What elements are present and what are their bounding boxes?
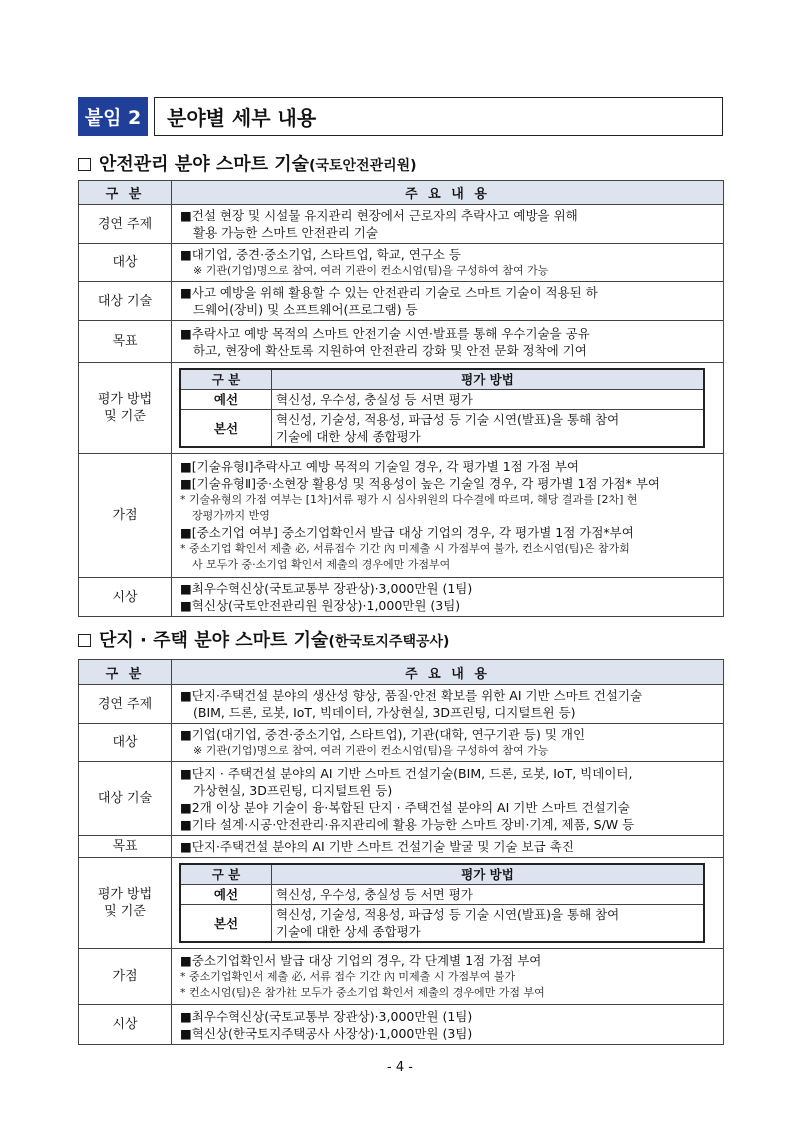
content-line: ■단지·주택건설 분야의 AI 기반 스마트 건설기술 발굴 및 기술 보급 촉진 <box>180 839 574 854</box>
label-line: 평가 방법 <box>97 392 153 407</box>
header-content-cell: 주 요 내 용 <box>172 660 724 685</box>
content-line: 활용 가능한 스마트 안전관리 기술 <box>193 225 378 240</box>
section-title-safety <box>78 150 417 176</box>
row-content <box>172 578 724 617</box>
header-label-cell: 구 분 <box>79 660 172 685</box>
row-content <box>172 244 724 282</box>
row-label: 목표 <box>79 836 172 858</box>
content-line: 혁신성, 기술성, 적용성, 파급성 등 기술 시연(발표)을 통해 참여 <box>276 907 620 922</box>
row-content <box>172 1005 724 1045</box>
row-label: 시상 <box>79 578 172 617</box>
page-header <box>78 97 723 136</box>
row-label: 시상 <box>79 1005 172 1045</box>
row-label: 가점 <box>79 949 172 1005</box>
content-note: ※ 기관(기업)명으로 참여, 여러 기관이 컨소시엄(팀)을 구성하여 참여 가능 <box>193 744 549 757</box>
content-line: ■기타 설계·시공·안전관리·유지관리에 활용 가능한 스마트 장비·기계, 제품, S/W 등 <box>180 816 635 832</box>
checkbox-square-icon <box>78 158 91 171</box>
header-label-cell: 구 분 <box>79 181 172 205</box>
row-content <box>172 685 724 724</box>
content-line: ■[기술유형Ⅱ]중·소현장 활용성 및 적용성이 높은 기술일 경우, 각 평가별 1점 가점* 부여 <box>180 476 660 491</box>
inner-value-cell <box>272 410 705 448</box>
row-content <box>172 454 724 578</box>
row-label: 대상 기술 <box>79 762 172 836</box>
row-content <box>172 762 724 836</box>
content-line: ■혁신상(한국토지주택공사 사장상)·1,000만원 (3팀) <box>180 1025 473 1041</box>
housing-table <box>78 659 724 1045</box>
row-content <box>172 858 724 949</box>
inner-header-row <box>180 369 704 390</box>
table-header-row <box>79 660 724 685</box>
row-content <box>172 363 724 454</box>
content-line: ■단지 · 주택건설 분야의 AI 기반 스마트 건설기술(BIM, 드론, 로봇, IoT, 빅데이터, <box>180 765 633 781</box>
content-note: * 중소기업확인서 제출 必, 서류 접수 기간 內 미제출 시 가점부여 불가 <box>180 970 516 983</box>
safety-table <box>78 180 724 617</box>
section-title-housing <box>78 626 449 652</box>
row-content <box>172 321 724 363</box>
table-row <box>79 858 724 949</box>
table-row <box>79 762 724 836</box>
row-label: 대상 <box>79 244 172 282</box>
inner-value-cell: 혁신성, 우수성, 충실성 등 서면 평가 <box>272 390 705 410</box>
attachment-badge: 붙임 2 <box>78 97 148 136</box>
content-line: ■2개 이상 분야 기술이 융·복합된 단지 · 주택건설 분야의 AI 기반 스마트 건설기술 <box>180 799 630 815</box>
page-number: - 4 - <box>387 1060 413 1075</box>
inner-header-cell: 평가 방법 <box>272 369 705 390</box>
content-line: 가상현실, 3D프린팅, 디지털트윈 등) <box>193 782 393 798</box>
row-content <box>172 949 724 1005</box>
section-org: (국토안전관리원) <box>309 158 417 174</box>
row-label: 대상 기술 <box>79 282 172 321</box>
label-line: 및 기준 <box>104 409 146 424</box>
content-line: ■최우수혁신상(국토교통부 장관상)·3,000만원 (1팀) <box>180 1008 473 1024</box>
content-line: 기술에 대한 상세 종합평가 <box>276 429 421 444</box>
section-org: (한국토지주택공사) <box>328 634 450 650</box>
row-content <box>172 205 724 244</box>
inner-label-cell: 본선 <box>180 905 272 943</box>
content-note: * 컨소시엄(팀)은 참가社 모두가 중소기업 확인서 제출의 경우에만 가점 부여 <box>180 986 545 999</box>
label-line: 평가 방법 <box>97 887 153 902</box>
content-line: 기술에 대한 상세 종합평가 <box>276 924 421 939</box>
content-line: 드웨어(장비) 및 소프트웨어(프로그램) 등 <box>193 302 418 317</box>
table-row <box>79 205 724 244</box>
content-line: ■혁신상(국토안전관리원 원장상)·1,000만원 (3팀) <box>180 598 461 613</box>
inner-row <box>180 410 704 448</box>
inner-value-cell <box>272 905 705 943</box>
row-content <box>172 282 724 321</box>
page-title: 분야별 세부 내용 <box>154 97 723 136</box>
content-line: ■기업(대기업, 중견·중소기업, 스타트업), 기관(대학, 연구기관 등) 및 개인 <box>180 727 586 742</box>
row-content <box>172 724 724 762</box>
content-note: ※ 기관(기업)명으로 참여, 여러 기관이 컨소시엄(팀)을 구성하여 참여 가능 <box>193 264 549 277</box>
table-row <box>79 244 724 282</box>
table-row <box>79 282 724 321</box>
content-line: ■대기업, 중견·중소기업, 스타트업, 학교, 연구소 등 <box>180 247 461 262</box>
inner-label-cell: 예선 <box>180 885 272 905</box>
content-note: * 기술유형의 가점 여부는 [1차]서류 평가 시 심사위원의 다수결에 따르며, 해당 결과를 [2차] 현 <box>180 493 638 506</box>
inner-header-cell: 구 분 <box>180 864 272 885</box>
evaluation-table <box>179 863 705 943</box>
content-line: ■중소기업확인서 발급 대상 기업의 경우, 각 단계별 1점 가점 부여 <box>180 953 542 968</box>
inner-value-cell: 혁신성, 우수성, 충실성 등 서면 평가 <box>272 885 705 905</box>
inner-row <box>180 905 704 943</box>
content-line: ■건설 현장 및 시설물 유지관리 현장에서 근로자의 추락사고 예방을 위해 <box>180 208 578 223</box>
inner-header-cell: 평가 방법 <box>272 864 705 885</box>
content-line: ■단지·주택건설 분야의 생산성 향상, 품질·안전 확보를 위한 AI 기반 스마트 건설기술 <box>180 688 643 703</box>
content-line: 하고, 현장에 확산토록 지원하여 안전관리 강화 및 안전 문화 정착에 기여 <box>193 342 587 358</box>
inner-row <box>180 390 704 410</box>
section-title-text: 안전관리 분야 스마트 기술 <box>99 154 310 175</box>
table-row <box>79 836 724 858</box>
content-line: ■[중소기업 여부] 중소기업확인서 발급 대상 기업의 경우, 각 평가별 1점 가점*부여 <box>180 525 634 540</box>
table-row <box>79 949 724 1005</box>
content-line: 혁신성, 기술성, 적용성, 파급성 등 기술 시연(발표)을 통해 참여 <box>276 412 620 427</box>
content-line: ■[기술유형Ⅰ]추락사고 예방 목적의 기술일 경우, 각 평가별 1점 가점 부여 <box>180 459 579 474</box>
inner-header-row <box>180 864 704 885</box>
row-label: 경연 주제 <box>79 685 172 724</box>
table-row <box>79 578 724 617</box>
content-note: * 중소기업 확인서 제출 必, 서류접수 기간 內 미제출 시 가점부여 불가, 컨소시엄(팀)은 참가회 <box>180 542 630 555</box>
row-label: 대상 <box>79 724 172 762</box>
evaluation-table <box>179 368 705 448</box>
row-label: 목표 <box>79 321 172 363</box>
inner-label-cell: 예선 <box>180 390 272 410</box>
label-line: 및 기준 <box>104 904 146 919</box>
content-note: 사 모두가 중·소기업 확인서 제출의 경우에만 가점부여 <box>192 558 451 571</box>
table-row <box>79 454 724 578</box>
content-line: ■사고 예방을 위해 활용할 수 있는 안전관리 기술로 스마트 기술이 적용된 하 <box>180 285 598 300</box>
content-line: ■최우수혁신상(국토교통부 장관상)·3,000만원 (1팀) <box>180 581 473 596</box>
content-note: 장평가까지 반영 <box>192 509 270 522</box>
table-row <box>79 724 724 762</box>
table-row <box>79 321 724 363</box>
row-content <box>172 836 724 858</box>
inner-row <box>180 885 704 905</box>
row-label <box>79 858 172 949</box>
section-title-text: 단지 · 주택 분야 스마트 기술 <box>99 630 329 651</box>
inner-label-cell: 본선 <box>180 410 272 448</box>
table-header-row <box>79 181 724 205</box>
row-label: 경연 주제 <box>79 205 172 244</box>
content-line: ■추락사고 예방 목적의 스마트 안전기술 시연·발표를 통해 우수기술을 공유 <box>180 325 590 341</box>
row-label <box>79 363 172 454</box>
header-content-cell: 주 요 내 용 <box>172 181 724 205</box>
table-row <box>79 363 724 454</box>
table-row <box>79 1005 724 1045</box>
row-label: 가점 <box>79 454 172 578</box>
table-row <box>79 685 724 724</box>
checkbox-square-icon <box>78 634 91 647</box>
content-line: (BIM, 드론, 로봇, IoT, 빅데이터, 가상현실, 3D프린팅, 디지털트윈 등) <box>193 705 576 720</box>
inner-header-cell: 구 분 <box>180 369 272 390</box>
